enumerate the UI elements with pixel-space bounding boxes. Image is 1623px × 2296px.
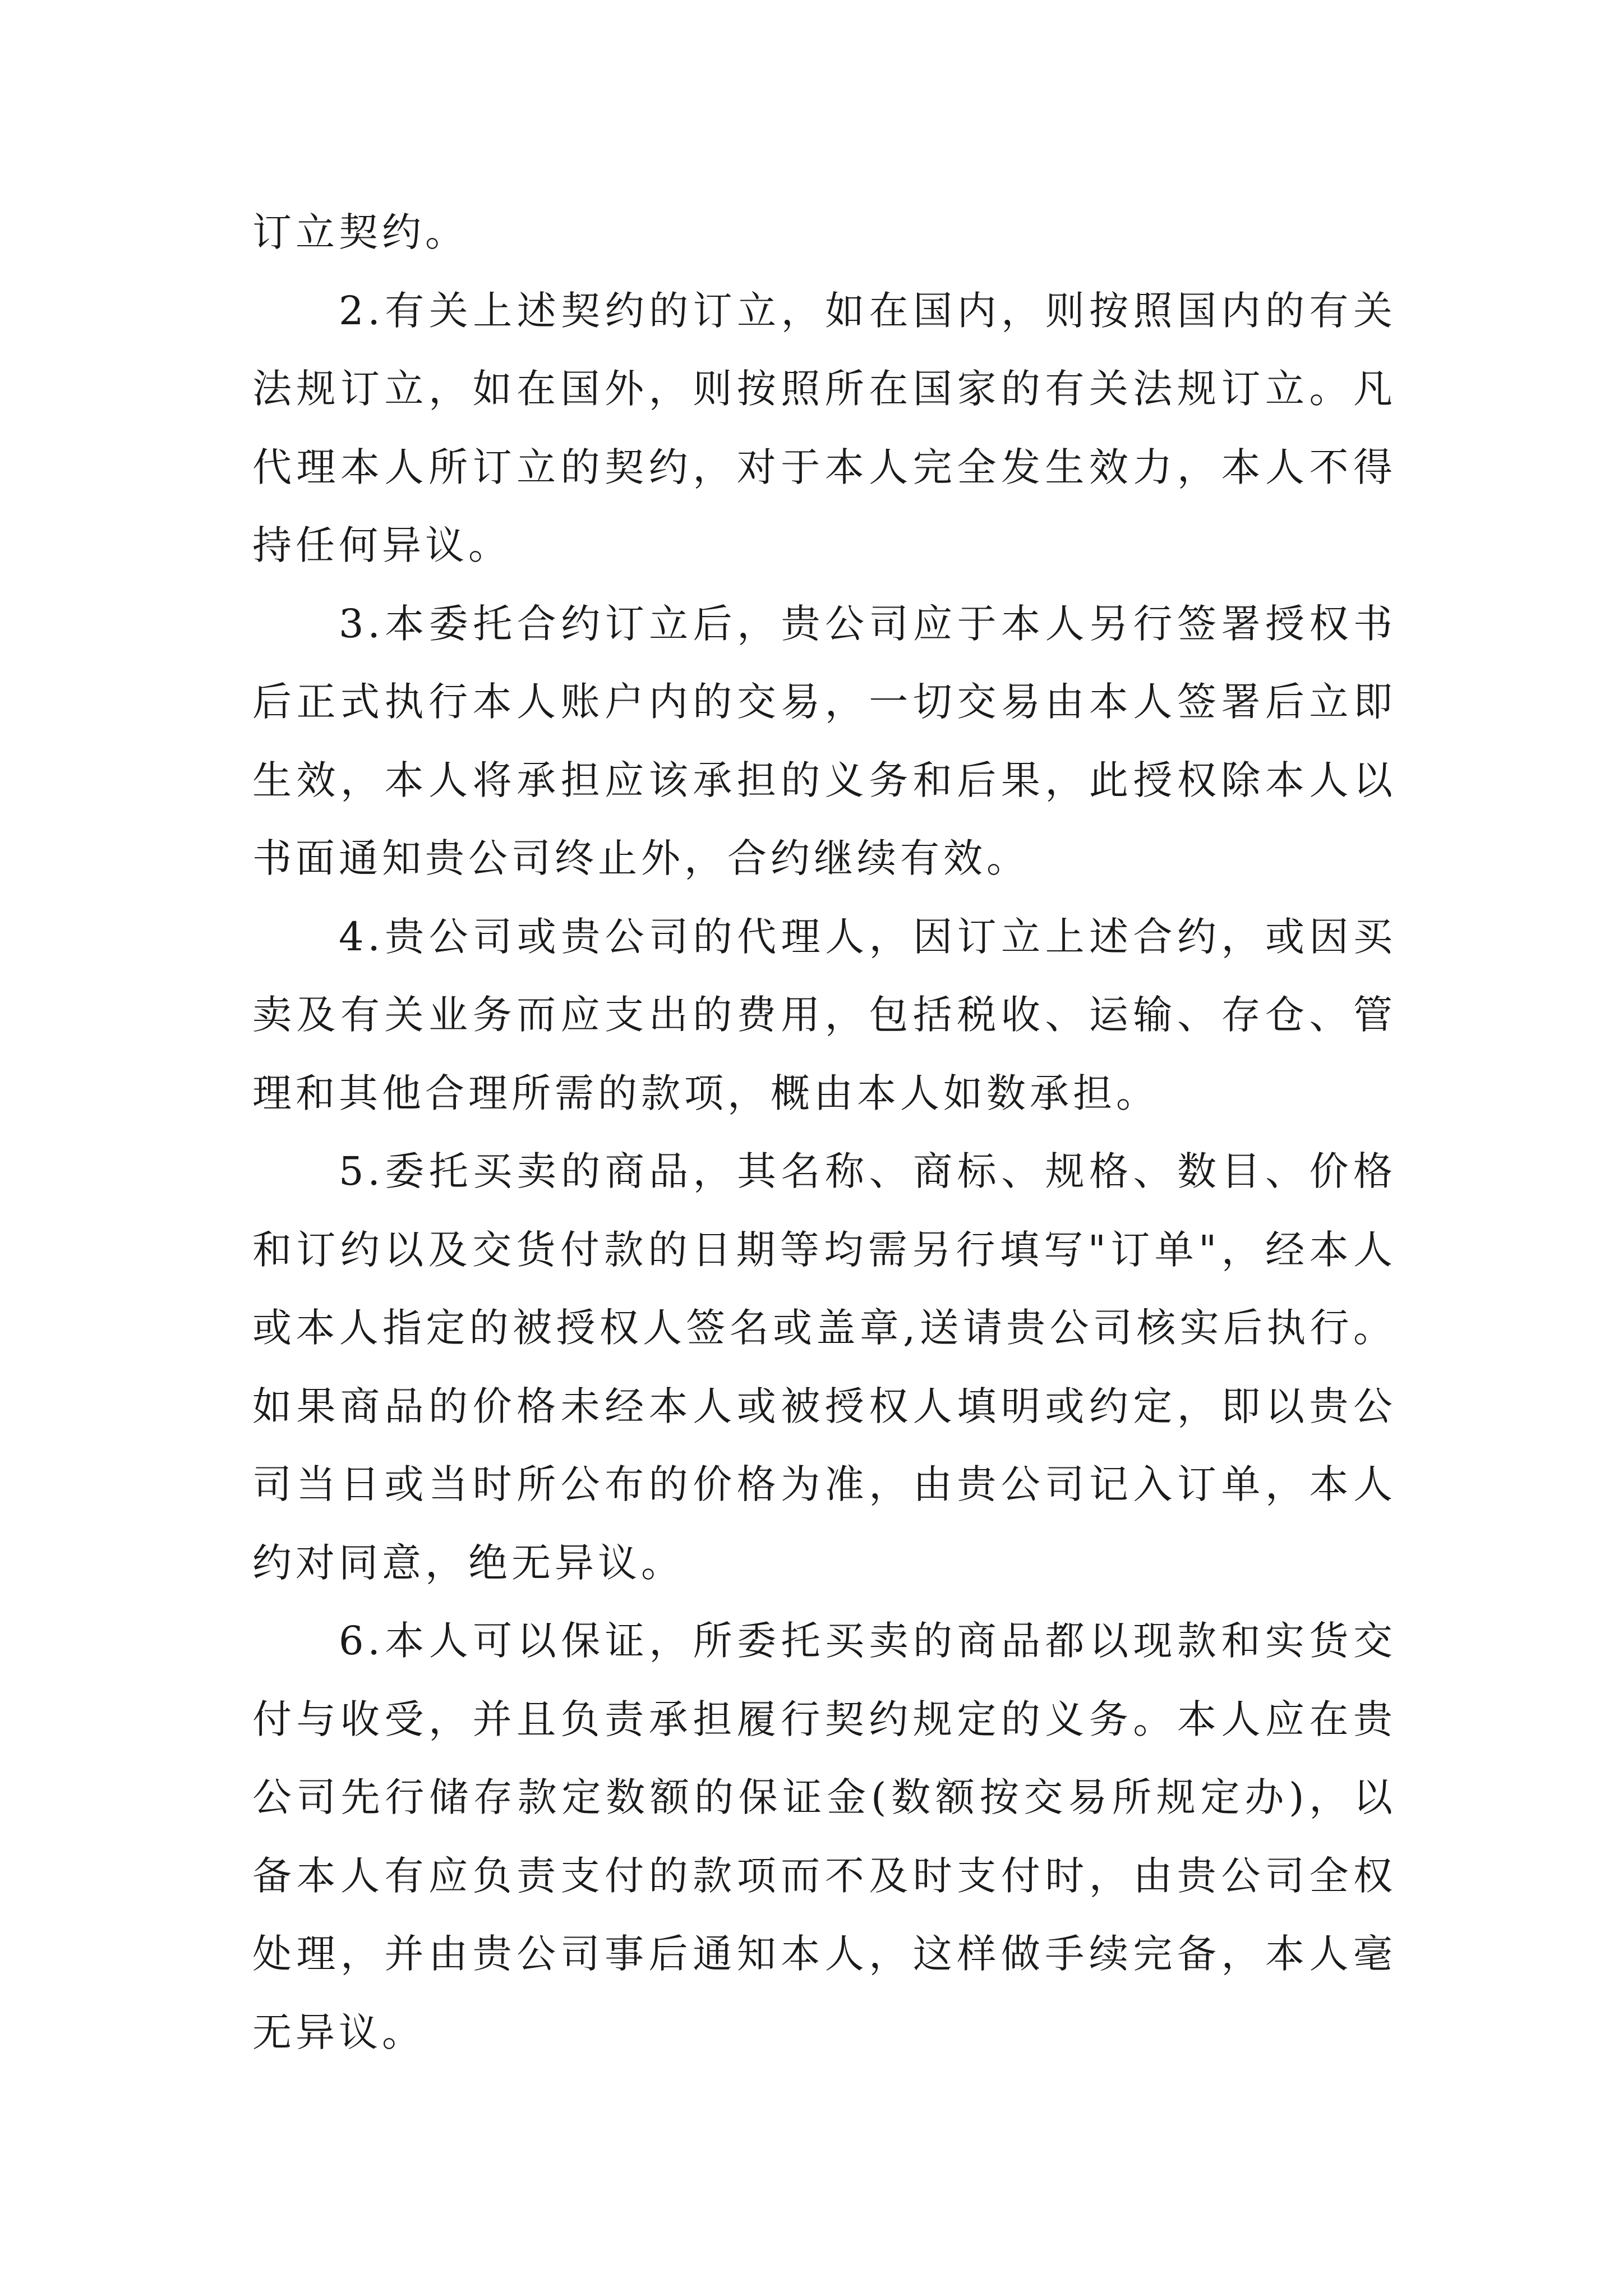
paragraph-clause-6: 6.本人可以保证，所委托买卖的商品都以现款和实货交付与收受，并且负责承担履行契约规定的义务。本人应在贵公司先行储存款定数额的保证金(数额按交易所规定办)，以备本人有应负责支付的款项而不及时支付时，由贵公司全权处理，并由贵公司事后通知本人，这样做手续完备，本人毫无异议。 bbox=[252, 1618, 1396, 2055]
paragraph-continuation: 订立契约。 bbox=[252, 209, 468, 255]
paragraph-clause-2: 2.有关上述契约的订立，如在国内，则按照国内的有关法规订立，如在国外，则按照所在国家的有关法规订立。凡代理本人所订立的契约，对于本人完全发生效力，本人不得持任何异议。 bbox=[252, 287, 1396, 568]
paragraph-clause-4: 4.贵公司或贵公司的代理人，因订立上述合约，或因买卖及有关业务而应支出的费用，包括税收、运输、存仓、管理和其他合理所需的款项，概由本人如数承担。 bbox=[252, 913, 1396, 1116]
document-body bbox=[252, 194, 1396, 2072]
paragraph-clause-3: 3.本委托合约订立后，贵公司应于本人另行签署授权书后正式执行本人账户内的交易，一切交易由本人签署后立即生效，本人将承担应该承担的义务和后果，此授权除本人以书面通知贵公司终止外，合约继续有效。 bbox=[252, 600, 1396, 881]
paragraph-clause-5: 5.委托买卖的商品，其名称、商标、规格、数目、价格和订约以及交货付款的日期等均需另行填写"订单"，经本人或本人指定的被授权人签名或盖章,送请贵公司核实后执行。如果商品的价格未经本人或被授权人填明或约定，即以贵公司当日或当时所公布的价格为准，由贵公司记入订单，本人约对同意，绝无异议。 bbox=[252, 1148, 1396, 1586]
